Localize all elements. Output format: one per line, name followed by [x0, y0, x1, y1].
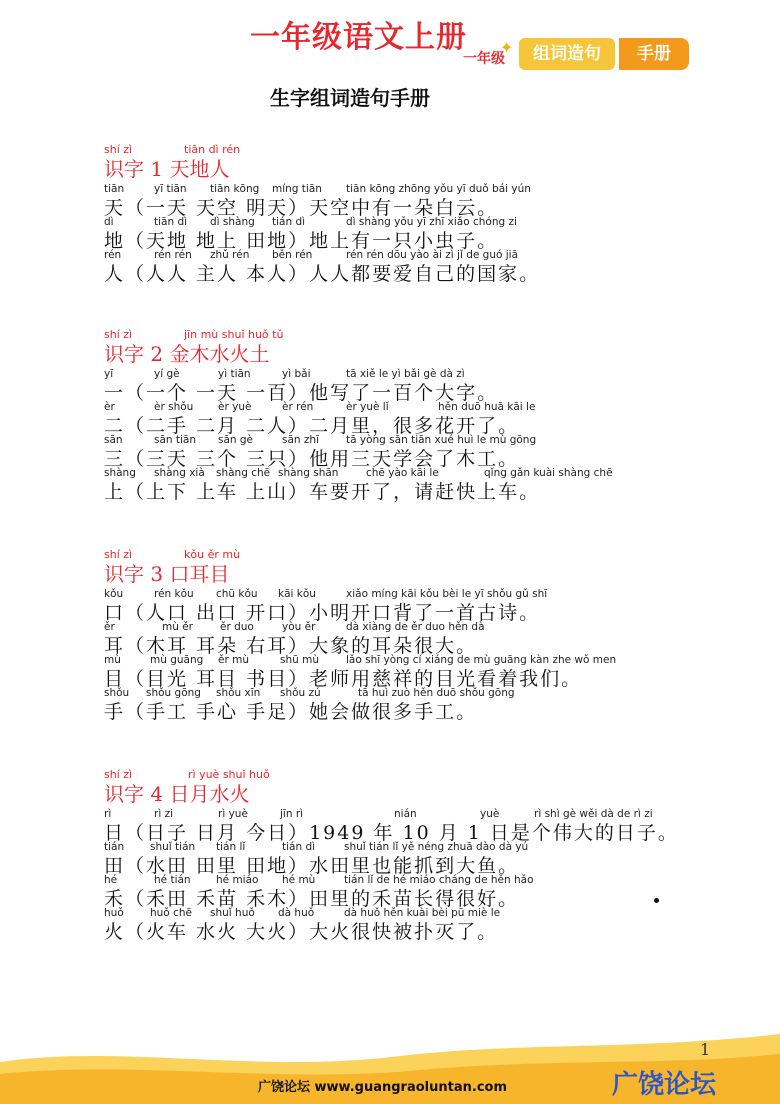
line-pinyin	[104, 687, 582, 701]
pinyin-char: èr	[104, 401, 115, 413]
word-line	[104, 249, 540, 304]
pinyin-word: yí gè	[154, 368, 180, 380]
pinyin-char: tiān	[104, 183, 125, 195]
pinyin-word: yì tiān	[218, 368, 251, 380]
line-hanzi: 耳（木耳 耳朵 右耳）大象的耳朵很大。	[104, 635, 478, 657]
pinyin-word: tián dì	[282, 841, 316, 853]
section-title: 识字 1 天地人	[104, 157, 230, 181]
pinyin-word: sān zhī	[282, 434, 319, 446]
pinyin-word: ěr mù	[218, 654, 249, 666]
pinyin-word: dà huǒ	[278, 907, 315, 919]
pinyin-char: mù	[104, 654, 121, 666]
section-title: 识字 3 口耳目	[104, 562, 230, 586]
line-hanzi: 日（日子 日月 今日）1949 年 10 月 1 日是个伟大的日子。	[104, 822, 679, 844]
line-hanzi: 天（一天 天空 明天）天空中有一朵白云。	[104, 197, 499, 219]
pinyin-word: sān tiān	[154, 434, 197, 446]
section-title-pinyin	[104, 548, 582, 562]
title-pinyin-name: kǒu ěr mù	[184, 548, 241, 561]
pinyin-char: shǒu	[104, 687, 130, 699]
pinyin-sentence: lǎo shī yòng cí xiáng de mù guāng kàn zhe wǒ men	[346, 654, 617, 666]
pinyin-sentence: chē yào kāi le	[366, 467, 439, 479]
pinyin-word: rén kǒu	[154, 588, 194, 600]
line-pinyin	[104, 907, 679, 921]
line-pinyin	[104, 841, 679, 855]
pinyin-word: shǒu gōng	[146, 687, 201, 699]
pinyin-word: sān gè	[218, 434, 254, 446]
title-pinyin-shizi: shí zì	[104, 328, 133, 341]
line-pinyin	[104, 874, 679, 888]
line-pinyin	[104, 621, 582, 635]
title-pinyin-shizi: shí zì	[104, 548, 133, 561]
pinyin-word: tiān kōng	[210, 183, 260, 195]
pinyin-word: mù ěr	[162, 621, 193, 633]
footer-site-text: 广饶论坛 www.guangraoluntan.com	[258, 1080, 507, 1095]
pinyin-sentence: xiǎo míng kāi kǒu bèi le yī shǒu gǔ shī	[346, 588, 548, 600]
pinyin-sentence: nián	[394, 808, 417, 820]
pinyin-word: zhǔ rén	[210, 249, 250, 261]
pinyin-sentence: èr yuè lǐ	[346, 401, 389, 413]
pinyin-char: rì	[104, 808, 112, 820]
section-shizi-4	[104, 768, 679, 962]
pinyin-char: tián	[104, 841, 125, 853]
pinyin-word: jīn rì	[280, 808, 304, 820]
main-title: 一年级语文上册	[250, 20, 467, 55]
line-hanzi: 手（手工 手心 手足）她会做很多手工。	[104, 701, 478, 723]
pinyin-word: huǒ chē	[150, 907, 192, 919]
pinyin-char: shàng	[104, 467, 136, 479]
pinyin-char: ěr	[104, 621, 115, 633]
stray-dot	[654, 898, 659, 903]
pinyin-sentence: dà huǒ hěn kuài bèi pū miè le	[344, 907, 501, 919]
grade-tag: 一年级	[463, 51, 505, 67]
pinyin-word: tiān dì	[154, 216, 188, 228]
section-title-pinyin	[104, 768, 679, 782]
pinyin-word: rì yuè	[218, 808, 248, 820]
section-shizi-1	[104, 143, 540, 304]
pinyin-word: shǒu xīn	[216, 687, 261, 699]
pinyin-word: hé tián	[154, 874, 191, 886]
pinyin-word: hé mù	[282, 874, 316, 886]
pinyin-word: chū kǒu	[216, 588, 258, 600]
title-pinyin-name: tiān dì rén	[184, 143, 241, 156]
page-subtitle: 生字组词造句手册	[270, 86, 430, 110]
pinyin-char: sān	[104, 434, 123, 446]
line-pinyin	[104, 368, 540, 382]
line-pinyin	[104, 401, 540, 415]
line-hanzi: 人（人人 主人 本人）人人都要爱自己的国家。	[104, 263, 541, 285]
pinyin-sentence: tā yòng sān tiān xué huì le mù gōng	[346, 434, 537, 446]
pinyin-word: míng tiān	[272, 183, 322, 195]
pinyin-sentence: rì shì gè wěi dà de rì zi	[534, 808, 653, 820]
pinyin-word: kāi kǒu	[278, 588, 316, 600]
line-hanzi: 口（人口 出口 开口）小明开口背了一首古诗。	[104, 602, 541, 624]
title-pinyin-shizi: shí zì	[104, 768, 133, 781]
pinyin-word: shàng shān	[278, 467, 339, 479]
pinyin-word: yī tiān	[154, 183, 187, 195]
pinyin-sentence: rén rén dōu yào ài zì jǐ de guó jiā	[346, 249, 519, 261]
pinyin-word: rì zi	[154, 808, 174, 820]
badge-zuci-zaoju: 组词造句	[519, 38, 615, 70]
pinyin-sentence: dì shàng yǒu yī zhī xiǎo chóng zi	[346, 216, 517, 228]
pinyin-word: dì shàng	[210, 216, 255, 228]
title-pinyin-name: jīn mù shuǐ huǒ tǔ	[184, 328, 284, 341]
line-hanzi: 三（三天 三个 三只）他用三天学会了木工。	[104, 448, 520, 470]
line-pinyin	[104, 654, 617, 668]
pinyin-sentence: tā huì zuò hěn duō shǒu gōng	[358, 687, 515, 699]
pinyin-sentence: qǐng gǎn kuài shàng chē	[484, 467, 613, 479]
pinyin-char: yī	[104, 368, 114, 380]
pinyin-char: kǒu	[104, 588, 124, 600]
line-pinyin	[104, 183, 540, 197]
line-pinyin	[104, 434, 540, 448]
line-hanzi: 地（天地 地上 田地）地上有一只小虫子。	[104, 230, 499, 252]
pinyin-char: huǒ	[104, 907, 124, 919]
star-icon: ✦	[500, 38, 514, 57]
pinyin-char: rén	[104, 249, 122, 261]
pinyin-char: dì	[104, 216, 114, 228]
pinyin-word: mù guāng	[150, 654, 204, 666]
pinyin-sentence: hěn duō huā kāi le	[438, 401, 536, 413]
footer-logo: 广饶论坛	[612, 1070, 717, 1100]
section-title: 识字 2 金木水火土	[104, 342, 270, 366]
header	[0, 0, 780, 120]
pinyin-word: èr shǒu	[154, 401, 194, 413]
pinyin-word: shuǐ huǒ	[210, 907, 255, 919]
pinyin-word: yì bǎi	[282, 368, 311, 380]
page-number: 1	[700, 1040, 711, 1059]
line-pinyin	[104, 588, 582, 602]
pinyin-word: tián lǐ	[216, 841, 246, 853]
pinyin-char: hé	[104, 874, 118, 886]
line-hanzi: 上（上下 上车 上山）车要开了，请赶快上车。	[104, 481, 541, 503]
badge-shouce: 手册	[619, 38, 689, 70]
pinyin-sentence: tiān kōng zhōng yǒu yī duǒ bái yún	[346, 183, 531, 195]
section-shizi-2	[104, 328, 613, 522]
pinyin-word: běn rén	[272, 249, 313, 261]
pinyin-word: èr yuè	[218, 401, 252, 413]
section-title: 识字 4 日月水火	[104, 782, 250, 806]
pinyin-word: ěr duo	[220, 621, 254, 633]
word-line	[104, 907, 679, 962]
section-title-pinyin	[104, 143, 540, 157]
line-pinyin	[104, 467, 613, 481]
pinyin-word: shū mù	[280, 654, 320, 666]
pinyin-word: rén rén	[154, 249, 192, 261]
pinyin-word: hé miáo	[216, 874, 259, 886]
pinyin-sentence: yuè	[480, 808, 500, 820]
line-pinyin	[104, 808, 679, 822]
line-hanzi: 目（目光 耳目 书目）老师用慈祥的目光看着我们。	[104, 668, 583, 690]
pinyin-word: tián dì	[272, 216, 306, 228]
line-hanzi: 禾（禾田 禾苗 禾木）田里的禾苗长得很好。	[104, 888, 520, 910]
pinyin-sentence: dà xiàng de ěr duo hěn dà	[346, 621, 485, 633]
line-hanzi: 火（火车 水火 大火）大火很快被扑灭了。	[104, 921, 499, 943]
pinyin-word: shàng chē	[216, 467, 271, 479]
pinyin-word: shuǐ tián	[150, 841, 196, 853]
line-pinyin	[104, 249, 540, 263]
line-hanzi: 一（一个 一天 一百）他写了一百个大字。	[104, 382, 499, 404]
line-hanzi: 田（水田 田里 田地）水田里也能抓到大鱼。	[104, 855, 520, 877]
pinyin-word: èr rén	[282, 401, 314, 413]
section-shizi-3	[104, 548, 617, 742]
section-title-pinyin	[104, 328, 540, 342]
line-hanzi: 二（二手 二月 二人）二月里，很多花开了。	[104, 415, 520, 437]
word-line	[104, 687, 582, 742]
pinyin-sentence: shuǐ tián lǐ yě néng zhuā dào dà yú	[344, 841, 529, 853]
pinyin-sentence: tián lǐ de hé miáo cháng de hěn hǎo	[344, 874, 534, 886]
pinyin-word: shàng xià	[154, 467, 205, 479]
pinyin-word: yòu ěr	[282, 621, 316, 633]
title-pinyin-shizi: shí zì	[104, 143, 133, 156]
word-line	[104, 467, 613, 522]
pinyin-word: shǒu zú	[280, 687, 321, 699]
pinyin-sentence: tā xiě le yì bǎi gè dà zì	[346, 368, 465, 380]
line-pinyin	[104, 216, 540, 230]
title-pinyin-name: rì yuè shuǐ huǒ	[188, 768, 270, 781]
